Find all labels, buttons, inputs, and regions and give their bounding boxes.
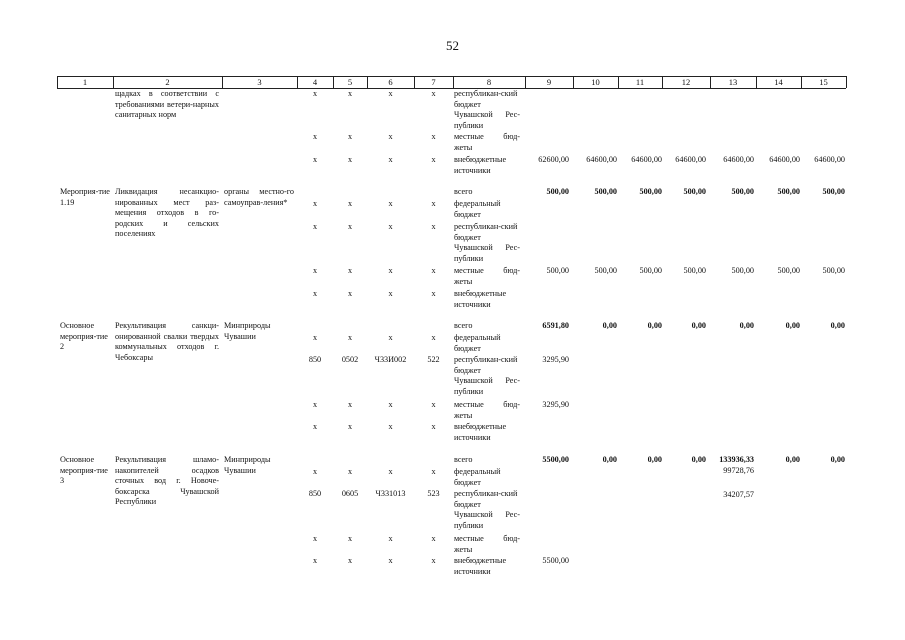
code-cell: Ч33И002 [374, 355, 407, 364]
header-cell: 1 [82, 77, 88, 87]
amount-cell: 64600,00 [769, 155, 800, 164]
code-cell: х [431, 132, 436, 141]
code-cell: х [312, 199, 318, 208]
header-cell: 4 [312, 77, 318, 87]
funding-source: внебюджетные источники [454, 289, 507, 309]
funding-source: республикан-ский бюджет Чувашской Рес-публики [454, 89, 520, 130]
amount-cell: 0,00 [739, 321, 754, 330]
code-cell: х [347, 534, 353, 543]
amount-cell: 500,00 [777, 266, 800, 275]
funding-source: федеральный бюджет [454, 199, 501, 219]
code-cell: х [347, 266, 353, 275]
header-cell: 9 [546, 77, 552, 87]
funding-source: внебюджетные источники [454, 155, 507, 175]
amount-cell: 500,00 [822, 266, 845, 275]
funding-source: внебюджетные источники [454, 422, 507, 442]
code-cell: х [431, 222, 436, 231]
amount-cell: 0,00 [830, 455, 845, 464]
funding-source: всего [454, 321, 473, 330]
amount-cell: 500,00 [594, 187, 617, 196]
code-cell: х [431, 89, 436, 98]
code-cell: х [312, 89, 318, 98]
measure-description: Рекультивация санкци-онированной свалки твердых коммунальных отходов г. Чебоксары [115, 321, 219, 362]
amount-cell: 500,00 [594, 266, 617, 275]
amount-cell: 0,00 [602, 455, 617, 464]
code-cell: 0502 [341, 355, 359, 364]
amount-cell: 0,00 [691, 321, 706, 330]
amount-cell: 500,00 [731, 187, 754, 196]
code-cell: х [431, 333, 436, 342]
code-cell: х [431, 266, 436, 275]
code-cell: х [347, 289, 353, 298]
amount-cell: 500,00 [777, 187, 800, 196]
code-cell: 0605 [341, 489, 359, 498]
header-cell: 6 [388, 77, 393, 87]
header-cell: 2 [165, 77, 170, 87]
funding-source: всего [454, 187, 473, 196]
code-cell: х [388, 422, 393, 431]
measure-description: щадках в соответствии с требованиями ветери-нарных санитарных норм [115, 89, 219, 119]
amount-cell: 500,00 [683, 266, 706, 275]
measure-description: Ликвидация несанкцио-нированных мест раз-мещения отходов в го-родских и сельских поселениях [115, 187, 219, 238]
amount-cell: 0,00 [785, 455, 800, 464]
header-cell: 15 [819, 77, 828, 87]
funding-source: внебюджетные источники [454, 556, 507, 576]
amount-cell: 0,00 [785, 321, 800, 330]
code-cell: х [431, 534, 436, 543]
amount-cell: 500,00 [731, 266, 754, 275]
code-cell: Ч331013 [375, 489, 406, 498]
amount-cell: 500,00 [683, 187, 706, 196]
amount-cell: 500,00 [546, 266, 569, 275]
code-cell: х [431, 467, 436, 476]
code-cell: х [347, 155, 353, 164]
measure-executor: Минприроды Чувашии [224, 455, 271, 475]
measure-description: Рекультивация шламо-накопителей осадков сточных вод г. Новоче-боксарска Чувашской Республики [115, 455, 219, 506]
amount-cell: 3295,90 [542, 355, 569, 364]
code-cell: х [431, 289, 436, 298]
funding-source: федеральный бюджет [454, 333, 501, 353]
measure-name: Мероприя-тие 1.19 [60, 187, 110, 207]
header-cell: 8 [486, 77, 492, 87]
funding-source: республикан-ский бюджет Чувашской Рес-публики [454, 355, 520, 396]
amount-cell: 0,00 [691, 455, 706, 464]
header-cell: 12 [681, 77, 691, 87]
code-cell: х [312, 333, 318, 342]
code-cell: х [431, 400, 436, 409]
code-cell: х [312, 467, 318, 476]
header-cell: 14 [774, 77, 783, 87]
code-cell: х [312, 289, 318, 298]
amount-cell: 64600,00 [631, 155, 662, 164]
code-cell: х [431, 199, 436, 208]
amount-cell: 64600,00 [723, 155, 754, 164]
amount-cell: 3295,90 [542, 400, 569, 409]
amount-cell: 5500,00 [542, 556, 569, 565]
funding-source: местные бюд-жеты [454, 266, 520, 286]
code-cell: х [347, 89, 353, 98]
code-cell: х [347, 199, 353, 208]
header-cell: 5 [347, 77, 353, 87]
code-cell: х [312, 155, 318, 164]
code-cell: х [312, 222, 318, 231]
code-cell: 850 [308, 355, 322, 364]
code-cell: х [347, 400, 353, 409]
code-cell: х [388, 89, 393, 98]
funding-source: федеральный бюджет [454, 467, 501, 487]
code-cell: х [388, 534, 393, 543]
amount-cell: 64600,00 [675, 155, 706, 164]
code-cell: х [347, 222, 353, 231]
amount-cell: 0,00 [602, 321, 617, 330]
amount-cell: 133936,33 [719, 455, 754, 464]
funding-source: местные бюд-жеты [454, 132, 520, 152]
amount-cell: 64600,00 [814, 155, 845, 164]
header-cell: 13 [728, 77, 738, 87]
code-cell: х [388, 132, 393, 141]
amount-cell: 6591,80 [542, 321, 569, 330]
amount-cell: 500,00 [822, 187, 845, 196]
measure-name: Основное мероприя-тие 2 [60, 321, 108, 351]
funding-source: республикан-ский бюджет Чувашской Рес-публики [454, 489, 520, 530]
code-cell: х [312, 534, 318, 543]
code-cell: х [312, 422, 318, 431]
amount-cell: 34207,57 [723, 490, 754, 499]
funding-source: местные бюд-жеты [454, 400, 520, 420]
header-divider [846, 76, 847, 88]
amount-cell: 500,00 [546, 187, 569, 196]
code-cell: х [388, 467, 393, 476]
header-cell: 7 [431, 77, 436, 87]
code-cell: х [388, 333, 393, 342]
amount-cell: 99728,76 [723, 466, 754, 475]
code-cell: х [312, 400, 318, 409]
code-cell: х [312, 132, 318, 141]
code-cell: х [388, 199, 393, 208]
code-cell: х [388, 266, 393, 275]
funding-source: местные бюд-жеты [454, 534, 520, 554]
code-cell: х [388, 556, 393, 565]
code-cell: х [347, 333, 353, 342]
amount-cell: 5500,00 [542, 455, 569, 464]
code-cell: х [431, 556, 436, 565]
amount-cell: 500,00 [639, 266, 662, 275]
page-number: 52 [446, 38, 459, 53]
amount-cell: 500,00 [639, 187, 662, 196]
code-cell: х [347, 556, 353, 565]
code-cell: х [312, 556, 318, 565]
amount-cell: 64600,00 [586, 155, 617, 164]
header-cell: 3 [257, 77, 262, 87]
measure-executor: Минприроды Чувашии [224, 321, 271, 341]
measure-executor: органы местно-го самоуправ-ления* [224, 187, 294, 207]
code-cell: х [347, 422, 353, 431]
amount-cell: 0,00 [647, 455, 662, 464]
amount-cell: 0,00 [830, 321, 845, 330]
code-cell: х [388, 289, 393, 298]
code-cell: х [388, 400, 393, 409]
code-cell: 522 [427, 355, 440, 364]
measure-name: Основное мероприя-тие 3 [60, 455, 108, 485]
code-cell: х [388, 155, 393, 164]
funding-source: республикан-ский бюджет Чувашской Рес-публики [454, 222, 520, 263]
code-cell: х [347, 132, 353, 141]
amount-cell: 0,00 [647, 321, 662, 330]
funding-source: всего [454, 455, 473, 464]
code-cell: 523 [427, 489, 440, 498]
code-cell: х [388, 222, 393, 231]
code-cell: х [431, 422, 436, 431]
amount-cell: 62600,00 [538, 155, 569, 164]
code-cell: х [431, 155, 436, 164]
header-cell: 10 [591, 77, 600, 87]
header-cell: 11 [635, 77, 645, 87]
code-cell: х [312, 266, 318, 275]
code-cell: х [347, 467, 353, 476]
code-cell: 850 [308, 489, 322, 498]
